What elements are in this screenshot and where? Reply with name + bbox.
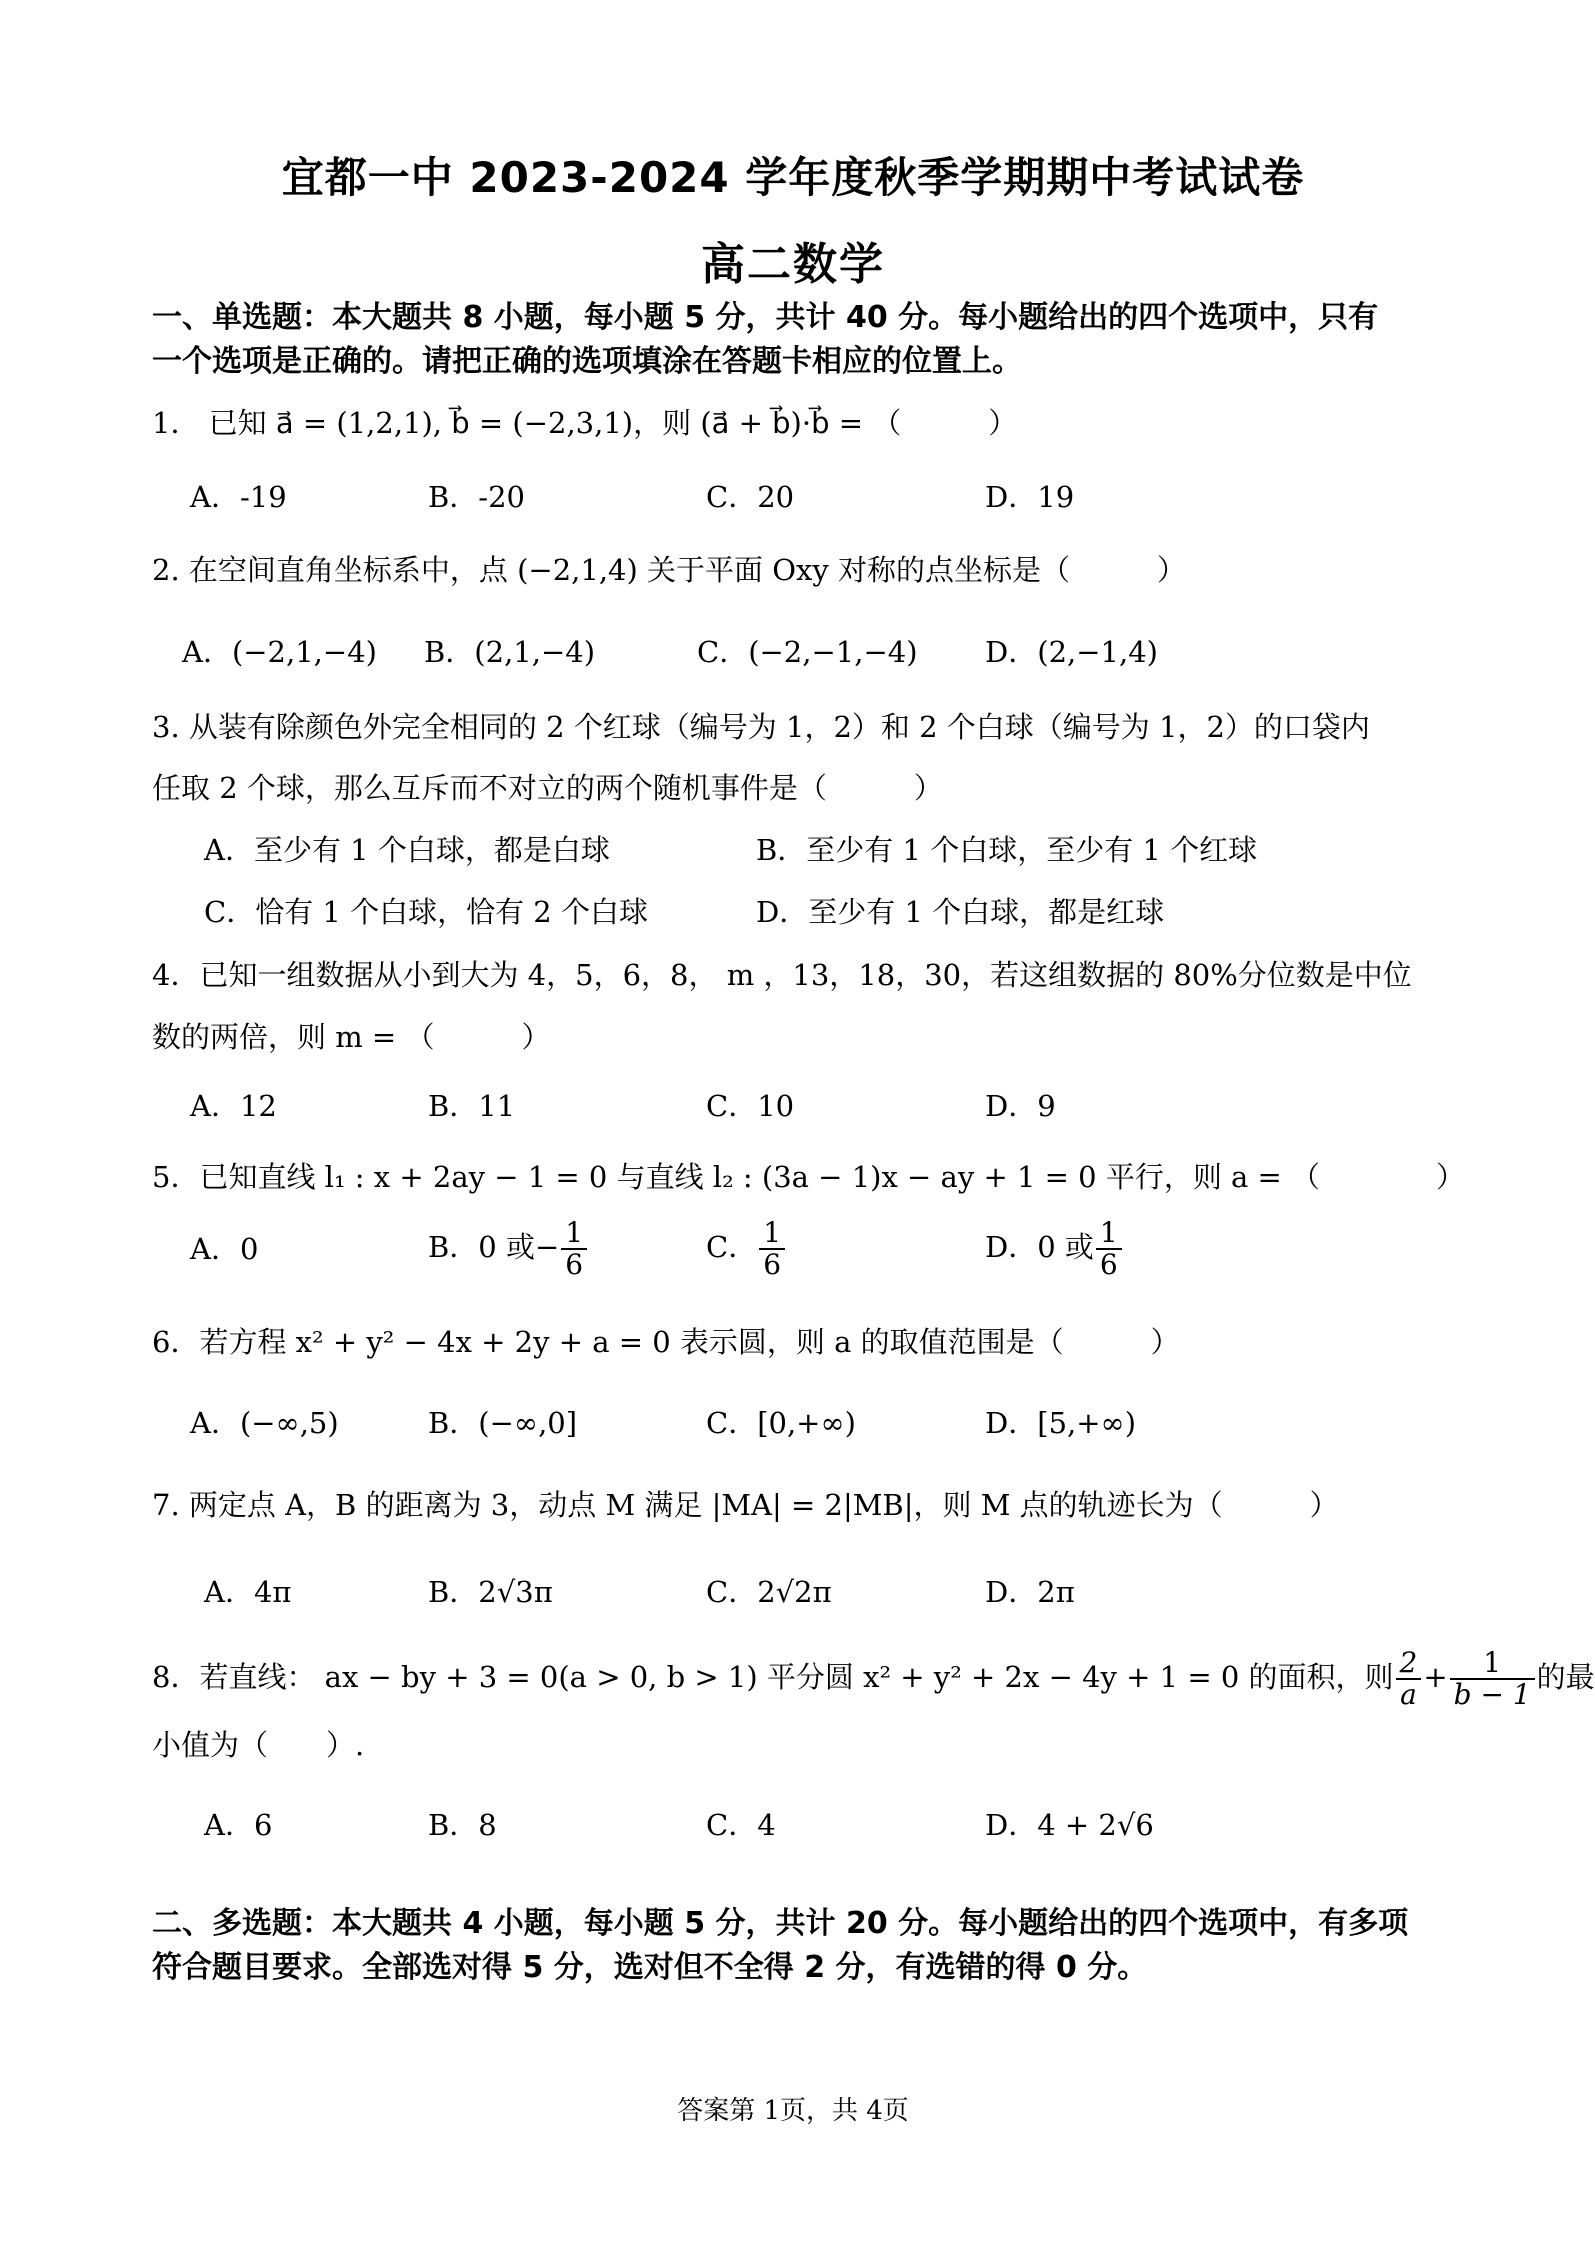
section1-heading <box>152 296 1442 384</box>
question-8-option-a: A．6 <box>204 1808 273 1842</box>
fraction-denominator: 6 <box>763 1248 782 1281</box>
question-3-stem-line2: 任取 2 个球，那么互斥而不对立的两个随机事件是（ ） <box>152 771 943 805</box>
question-5-option-d-label: D．0 或 <box>985 1230 1094 1264</box>
question-5-stem: 5．已知直线 l₁ : x + 2ay − 1 = 0 与直线 l₂ : (3a − 1)x − ay + 1 = 0 平行，则 a = （ ） <box>152 1160 1466 1194</box>
question-6-option-a: A．(−∞,5) <box>190 1406 339 1440</box>
question-7-option-d: D．2π <box>985 1575 1075 1609</box>
question-2-option-d: D．(2,−1,4) <box>985 635 1158 669</box>
fraction-numerator: 1 <box>759 1218 785 1250</box>
question-8-stem-line1 <box>152 1642 1595 1712</box>
plus-sign: + <box>1423 1660 1448 1694</box>
question-4-option-d: D．9 <box>985 1089 1056 1123</box>
question-7-option-b: B．2√3π <box>428 1575 553 1609</box>
question-3-option-b: B．至少有 1 个白球，至少有 1 个红球 <box>756 833 1258 867</box>
question-3-option-a: A．至少有 1 个白球，都是白球 <box>204 833 610 867</box>
question-1-option-c: C．20 <box>706 480 795 514</box>
question-6-stem: 6．若方程 x² + y² − 4x + 2y + a = 0 表示圆，则 a 的取值范围是（ ） <box>152 1325 1180 1359</box>
question-5-option-b-label: B．0 或 <box>428 1230 535 1264</box>
question-3-option-c: C．恰有 1 个白球，恰有 2 个白球 <box>204 895 648 929</box>
question-1-stem: 1． 已知 a⃗ = (1,2,1), b⃗ = (−2,3,1)，则 (a⃗ + b⃗)·b⃗ = （ ） <box>152 406 1018 440</box>
question-8-stem-b: 的最 <box>1536 1660 1595 1694</box>
question-5-option-c-label: C． <box>706 1230 758 1264</box>
question-6-option-d: D．[5,+∞) <box>985 1406 1137 1440</box>
question-4-option-a: A．12 <box>190 1089 277 1123</box>
fraction <box>1096 1218 1122 1280</box>
question-8-option-c: C．4 <box>706 1808 776 1842</box>
section2-heading-line2: 符合题目要求。全部选对得 5 分，选对但不全得 2 分，有选错的得 0 分。 <box>152 1950 1148 1985</box>
exam-title: 宜都一中 2023-2024 学年度秋季学期期中考试试卷 <box>281 153 1305 202</box>
question-8-option-b: B．8 <box>428 1808 497 1842</box>
question-8-stem-line2: 小值为（ ）. <box>152 1728 365 1762</box>
fraction-numerator: 1 <box>1096 1218 1122 1250</box>
question-2-option-b: B．(2,1,−4) <box>424 635 596 669</box>
question-5-option-a: A．0 <box>190 1232 259 1266</box>
question-3-option-d: D．至少有 1 个白球，都是红球 <box>756 895 1165 929</box>
fraction-numerator: 1 <box>1450 1648 1535 1680</box>
question-2-option-c: C．(−2,−1,−4) <box>697 635 918 669</box>
question-1-option-a: A．-19 <box>190 480 287 514</box>
question-6-option-c: C．[0,+∞) <box>706 1406 856 1440</box>
question-5-option-d <box>985 1218 1124 1280</box>
question-8-option-d: D．4 + 2√6 <box>985 1808 1154 1842</box>
question-8-stem-a: 8．若直线： ax − by + 3 = 0(a > 0, b > 1) 平分圆 x² + y² + 2x − 4y + 1 = 0 的面积，则 <box>152 1660 1394 1694</box>
question-5-option-c <box>706 1218 787 1280</box>
fraction <box>561 1218 587 1280</box>
exam-subject: 高二数学 <box>701 239 885 290</box>
question-4-option-b: B．11 <box>428 1089 516 1123</box>
fraction-denominator: a <box>1400 1678 1417 1711</box>
question-7-stem: 7. 两定点 A，B 的距离为 3，动点 M 满足 |MA| = 2|MB|，则 M 点的轨迹长为（ ） <box>152 1488 1339 1522</box>
question-6-option-b: B．(−∞,0] <box>428 1406 578 1440</box>
page-footer: 答案第 1页，共 4页 <box>677 2096 909 2126</box>
fraction-1-over-b-minus-1 <box>1450 1648 1535 1710</box>
fraction-numerator: 2 <box>1396 1648 1422 1680</box>
section2-heading-line1: 二、多选题：本大题共 4 小题，每小题 5 分，共计 20 分。每小题给出的四个选项中，有多项 <box>152 1906 1409 1941</box>
question-1-option-d: D．19 <box>985 480 1075 514</box>
minus-sign: − <box>534 1230 560 1264</box>
section1-heading-line2: 一个选项是正确的。请把正确的选项填涂在答题卡相应的位置上。 <box>152 344 1022 379</box>
section2-heading <box>152 1902 1442 1990</box>
section1-heading-line1: 一、单选题：本大题共 8 小题，每小题 5 分，共计 40 分。每小题给出的四个选项中，只有 <box>152 300 1379 335</box>
question-4-option-c: C．10 <box>706 1089 795 1123</box>
fraction-numerator: 1 <box>561 1218 587 1250</box>
question-1-option-b: B．-20 <box>428 480 526 514</box>
fraction <box>759 1218 785 1280</box>
fraction-denominator: 6 <box>1099 1248 1118 1281</box>
fraction-2-over-a <box>1396 1648 1422 1710</box>
question-7-option-c: C．2√2π <box>706 1575 832 1609</box>
question-4-stem-line2: 数的两倍，则 m = （ ） <box>152 1020 551 1054</box>
question-4-stem-line1: 4．已知一组数据从小到大为 4，5，6，8， m ，13，18，30，若这组数据的 80%分位数是中位 <box>152 958 1412 992</box>
fraction-denominator: 6 <box>565 1248 584 1281</box>
question-2-option-a: A．(−2,1,−4) <box>182 635 377 669</box>
question-2-stem: 2. 在空间直角坐标系中，点 (−2,1,4) 关于平面 Oxy 对称的点坐标是（ ） <box>152 553 1186 587</box>
question-5-option-b <box>428 1218 589 1280</box>
fraction-denominator: b − 1 <box>1453 1678 1531 1711</box>
question-3-stem-line1: 3. 从装有除颜色外完全相同的 2 个红球（编号为 1，2）和 2 个白球（编号为 1，2）的口袋内 <box>152 710 1370 744</box>
question-7-option-a: A．4π <box>204 1575 292 1609</box>
